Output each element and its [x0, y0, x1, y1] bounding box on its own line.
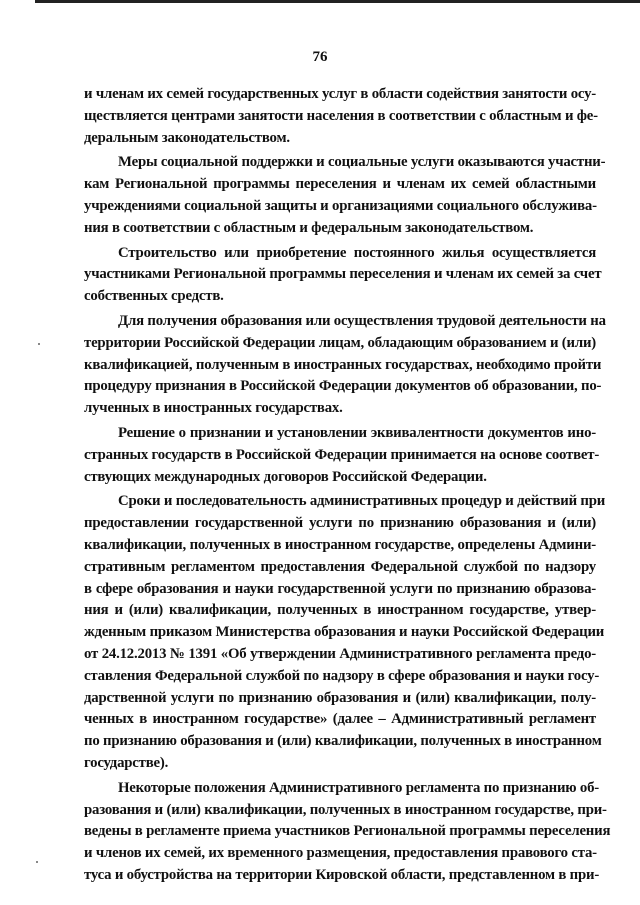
text-line: Решение о признании и установлении эквивалентности документов ино- — [118, 424, 596, 441]
text-line: ставления Федеральной службой по надзору в сфере образования и науки госу- — [84, 667, 600, 684]
text-line: по признанию образования и (или) квалификации, полученных в иностранном — [84, 733, 602, 750]
text-line: ния в соответствии с областным и федеральным законодательством. — [84, 219, 534, 236]
page-number: 76 — [312, 49, 328, 65]
text-line: территории Российской Федерации лицам, обладающим образованием и (или) — [84, 334, 596, 351]
text-line: ния и (или) квалификации, полученных в иностранном государстве, утвер- — [84, 602, 596, 619]
text-line: кам Региональной программы переселения и членам их семей областными — [84, 176, 596, 193]
text-line: Некоторые положения Административного регламента по признанию об- — [118, 779, 600, 796]
text-line: и членам их семей государственных услуг в области содействия занятости осу- — [84, 86, 596, 102]
text-line: и членов их семей, их временного размещения, предоставления правового ста- — [84, 845, 597, 862]
text-line: квалификации, полученных в иностранном государстве, определены Админи- — [84, 536, 596, 553]
text-line: ществляется центрами занятости населения в соответствии с областным и фе- — [84, 107, 598, 124]
scan-speck — [36, 861, 38, 863]
text-line: Строительство или приобретение постоянного жилья осуществляется — [118, 244, 596, 261]
text-line: лученных в иностранных государствах. — [84, 400, 343, 417]
body-text — [84, 84, 611, 887]
text-line: ствующих международных договоров Российской Федерации. — [84, 468, 487, 485]
paragraph — [84, 423, 600, 488]
text-line: собственных средств. — [84, 288, 224, 305]
text-line: ченных в иностранном государстве» (далее – Административный регламент — [84, 711, 596, 728]
text-line: стративным регламентом предоставления Федеральной службой по надзору — [84, 558, 596, 575]
text-line: Меры социальной поддержки и социальные услуги оказываются участни- — [118, 154, 606, 171]
paragraph — [84, 311, 606, 420]
scan-speck — [38, 343, 40, 345]
paragraph — [84, 84, 596, 149]
paragraph — [84, 243, 602, 308]
text-line: жденным приказом Министерства образования и науки Российской Федерации — [84, 624, 605, 641]
text-line: участниками Региональной программы переселения и членам их семей за счет — [84, 266, 602, 283]
text-line: разования и (или) квалификации, полученных в иностранном государстве, при- — [84, 801, 607, 818]
paragraph — [84, 778, 611, 887]
text-line: странных государств в Российской Федерации принимается на основе соответ- — [84, 446, 600, 463]
top-border-line — [35, 0, 640, 3]
text-line: туса и обустройства на территории Кировской области, представленном в при- — [84, 866, 600, 883]
text-line: от 24.12.2013 № 1391 «Об утверждении Административного регламента предо- — [84, 645, 596, 662]
text-line: ведены в регламенте приема участников Региональной программы переселения — [84, 823, 611, 840]
text-line: в сфере образования и науки государственной услуги по признанию образова- — [84, 580, 596, 597]
text-line: квалификацией, полученным в иностранных государствах, необходимо пройти — [84, 356, 602, 373]
text-line: предоставлении государственной услуги по признанию образования и (или) — [84, 515, 596, 532]
text-line: процедуру признания в Российской Федерации документов об образовании, по- — [84, 378, 602, 395]
text-line: государстве). — [84, 754, 169, 771]
text-line: Для получения образования или осуществления трудовой деятельности на — [118, 312, 606, 329]
text-line: Сроки и последовательность административных процедур и действий при — [118, 493, 606, 510]
paragraph — [84, 491, 606, 774]
paragraph — [84, 152, 606, 239]
text-line: учреждениями социальной защиты и организациями социального обслужива- — [84, 197, 597, 214]
text-line: деральным законодательством. — [84, 129, 290, 146]
text-line: дарственной услуги по признанию образования и (или) квалификации, полу- — [84, 689, 596, 706]
